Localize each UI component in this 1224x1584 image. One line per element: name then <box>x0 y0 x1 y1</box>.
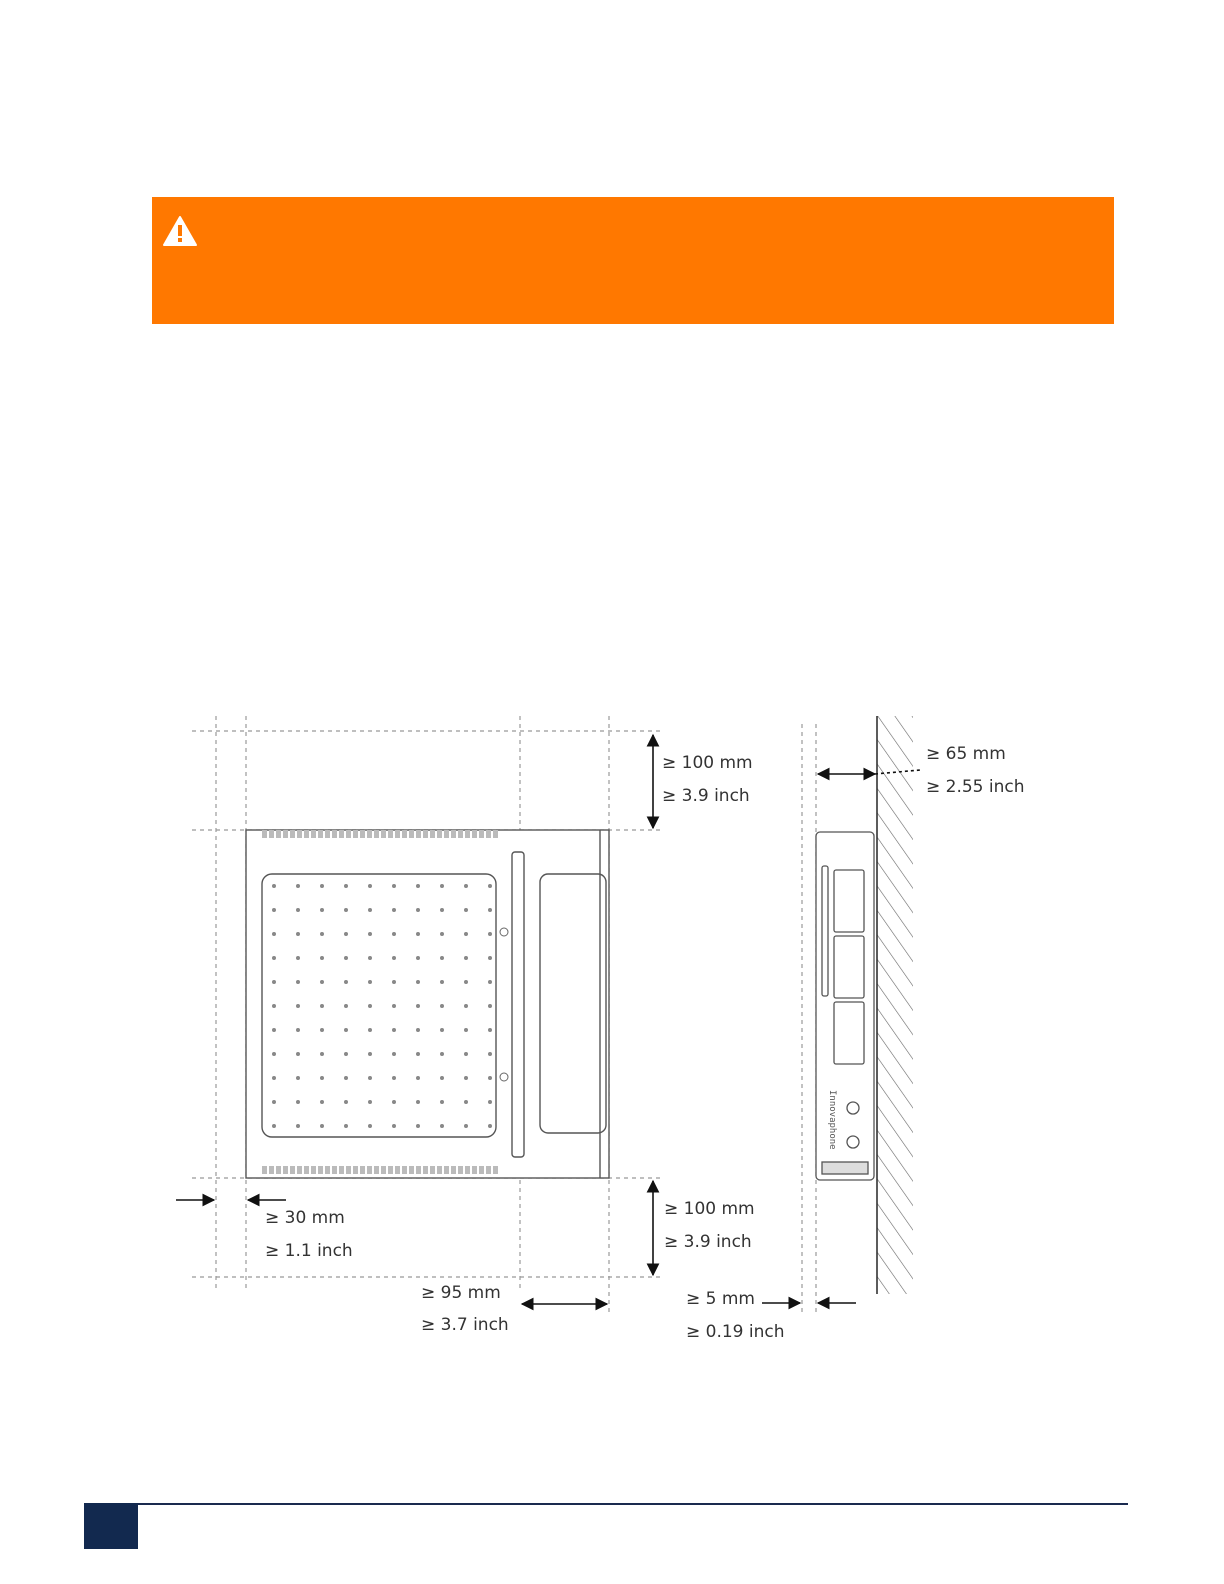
vent-dot <box>296 956 300 960</box>
vent-dot <box>392 1028 396 1032</box>
side-bottom-clearance-mm: ≥ 5 mm <box>686 1289 755 1309</box>
vent-dot <box>464 956 468 960</box>
vent-dot <box>344 1100 348 1104</box>
front-device <box>246 830 609 1178</box>
vent-dot <box>344 956 348 960</box>
top-clearance-mm: ≥ 100 mm <box>662 753 753 773</box>
vent-dot <box>320 884 324 888</box>
vent-dot <box>416 932 420 936</box>
vent-dot <box>368 908 372 912</box>
vent-dot <box>368 1028 372 1032</box>
vent-dot <box>392 884 396 888</box>
vent-dot <box>296 1100 300 1104</box>
vent-dot <box>296 1124 300 1128</box>
vent-dot <box>464 1052 468 1056</box>
vent-dot <box>392 1100 396 1104</box>
vent-dot <box>464 1076 468 1080</box>
vent-dot <box>416 1076 420 1080</box>
right-clearance-mm: ≥ 95 mm <box>421 1283 501 1303</box>
vent-dot <box>368 1004 372 1008</box>
vent-dot <box>392 1076 396 1080</box>
bottom-clearance-mm: ≥ 100 mm <box>664 1199 755 1219</box>
footer-page-block <box>84 1503 138 1549</box>
vent-dot <box>464 932 468 936</box>
vent-dot <box>320 1076 324 1080</box>
vent-dot <box>296 884 300 888</box>
vent-dot <box>344 1052 348 1056</box>
vent-dot <box>320 932 324 936</box>
vent-dot <box>392 956 396 960</box>
left-clearance-mm: ≥ 30 mm <box>265 1208 345 1228</box>
vent-dot <box>416 956 420 960</box>
wall-hatching <box>877 716 913 1294</box>
vent-dot <box>440 980 444 984</box>
vent-dot <box>320 1100 324 1104</box>
vent-dot <box>416 884 420 888</box>
vent-dot <box>440 1052 444 1056</box>
vent-dot <box>392 980 396 984</box>
vent-dot <box>344 932 348 936</box>
vent-dot <box>272 1076 276 1080</box>
side-device <box>816 832 874 1180</box>
vent-dot <box>296 1028 300 1032</box>
vent-dot <box>368 980 372 984</box>
vent-dot <box>296 1052 300 1056</box>
wall-clearance-inch: ≥ 2.55 inch <box>926 777 1025 797</box>
top-clearance-inch: ≥ 3.9 inch <box>662 786 750 806</box>
vent-dot <box>296 1076 300 1080</box>
vent-dot <box>392 1124 396 1128</box>
vent-dot <box>488 1004 492 1008</box>
vent-dot <box>368 1124 372 1128</box>
vent-dot <box>464 980 468 984</box>
vent-dot <box>344 1076 348 1080</box>
vent-dot <box>272 932 276 936</box>
vent-dot <box>368 1076 372 1080</box>
vent-dot <box>392 1004 396 1008</box>
vent-dot <box>416 1004 420 1008</box>
vent-dot <box>368 1052 372 1056</box>
vent-dot <box>368 932 372 936</box>
left-clearance-inch: ≥ 1.1 inch <box>265 1241 353 1261</box>
vent-dot <box>416 908 420 912</box>
vent-dot <box>440 884 444 888</box>
side-view-guides <box>802 724 816 1312</box>
vent-dot <box>344 1028 348 1032</box>
vent-dot <box>488 1100 492 1104</box>
vent-dot <box>272 1100 276 1104</box>
vent-dot <box>440 956 444 960</box>
vent-dot <box>488 956 492 960</box>
vent-dot <box>464 908 468 912</box>
vent-dot <box>416 1028 420 1032</box>
vent-dot <box>272 1052 276 1056</box>
vent-dot <box>320 1052 324 1056</box>
vent-dot <box>320 1124 324 1128</box>
vent-dot <box>464 1100 468 1104</box>
vent-dot <box>344 908 348 912</box>
vent-dot <box>464 884 468 888</box>
vent-dot <box>296 908 300 912</box>
vent-dot <box>416 1100 420 1104</box>
vent-dot <box>368 956 372 960</box>
vent-dot <box>416 980 420 984</box>
vent-dot <box>488 932 492 936</box>
right-clearance-inch: ≥ 3.7 inch <box>421 1315 509 1335</box>
vent-dot <box>440 1076 444 1080</box>
vent-dot <box>440 1100 444 1104</box>
vent-dot <box>488 1076 492 1080</box>
vent-dot <box>272 956 276 960</box>
vent-dot <box>344 980 348 984</box>
vent-dot <box>272 1028 276 1032</box>
footer-rule <box>136 1503 1128 1505</box>
vent-dot <box>368 884 372 888</box>
vent-dot <box>440 1028 444 1032</box>
vent-dot <box>440 1124 444 1128</box>
vent-dot <box>488 980 492 984</box>
vent-dot <box>272 1124 276 1128</box>
vent-dot <box>272 908 276 912</box>
vent-dot <box>440 908 444 912</box>
vent-dot <box>488 1028 492 1032</box>
vent-dot <box>344 1004 348 1008</box>
vent-dot <box>488 908 492 912</box>
vent-dot <box>464 1028 468 1032</box>
vent-dot <box>440 932 444 936</box>
vent-dot <box>488 1052 492 1056</box>
vent-dot <box>272 1004 276 1008</box>
vent-dot <box>488 884 492 888</box>
vent-dot <box>320 908 324 912</box>
vent-dot <box>416 1124 420 1128</box>
vent-dot <box>344 884 348 888</box>
bottom-clearance-inch: ≥ 3.9 inch <box>664 1232 752 1252</box>
vent-dot <box>320 1004 324 1008</box>
vent-dot <box>416 1052 420 1056</box>
vent-dot <box>320 956 324 960</box>
vent-dot <box>296 1004 300 1008</box>
side-bottom-clearance-inch: ≥ 0.19 inch <box>686 1322 785 1342</box>
vent-dot <box>440 1004 444 1008</box>
vent-dot <box>392 1052 396 1056</box>
side-device-label: Innovaphone <box>827 1090 837 1150</box>
vent-dot <box>320 1028 324 1032</box>
vent-dot <box>272 884 276 888</box>
vent-dot <box>464 1004 468 1008</box>
vent-dot <box>392 908 396 912</box>
vent-dot <box>368 1100 372 1104</box>
vent-dot <box>344 1124 348 1128</box>
vent-dot <box>296 932 300 936</box>
vent-dot <box>272 980 276 984</box>
vent-dot <box>320 980 324 984</box>
vent-dot <box>464 1124 468 1128</box>
vent-dot <box>488 1124 492 1128</box>
vent-dot <box>296 980 300 984</box>
vent-dot <box>392 932 396 936</box>
wall-clearance-mm: ≥ 65 mm <box>926 744 1006 764</box>
